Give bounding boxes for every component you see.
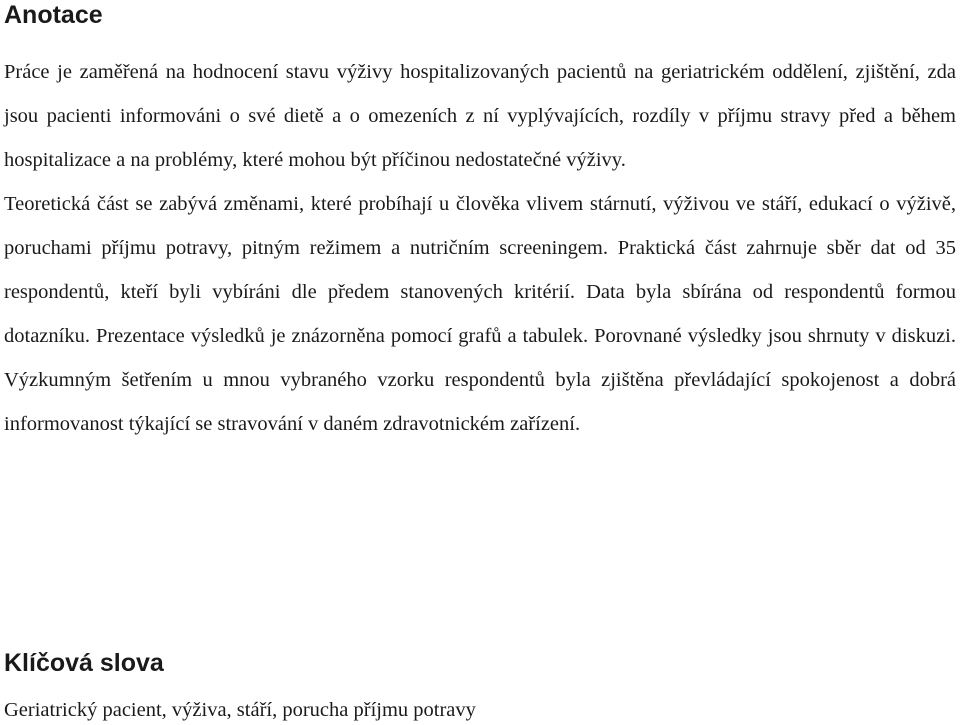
- anotace-heading: Anotace: [4, 1, 103, 29]
- anotace-paragraph-2: Teoretická část se zabývá změnami, které probíhají u člověka vlivem stárnutí, výživou ve stáří, edukací o výživě, poruchami příjmu potravy, pitným režimem a nutričním screeningem. Praktická část zahrnuje sběr dat od 35 respondentů, kteří byli vybíráni dle předem stanovených kritérií. Data byla sbírána od respondentů formou dotazníku. Prezentace výsledků je znázorněna pomocí grafů a tabulek. Porovnané výsledky jsou shrnuty v diskuzi. Výzkumným šetřením u mnou vybraného vzorku respondentů byla zjištěna převládající spokojenost a dobrá informovanost týkající se stravování v daném zdravotnickém zařízení.: [4, 193, 956, 435]
- anotace-paragraph-1: Práce je zaměřená na hodnocení stavu výživy hospitalizovaných pacientů na geriatrickém oddělení, zjištění, zda jsou pacienti informováni o své dietě a o omezeních z ní vyplývajících, rozdíly v příjmu stravy před a během hospitalizace a na problémy, které mohou být příčinou nedostatečné výživy.: [4, 61, 956, 171]
- anotace-body: [4, 50, 956, 446]
- klicova-slova-heading: Klíčová slova: [4, 649, 164, 677]
- klicova-slova-text: Geriatrický pacient, výživa, stáří, porucha příjmu potravy: [4, 699, 476, 721]
